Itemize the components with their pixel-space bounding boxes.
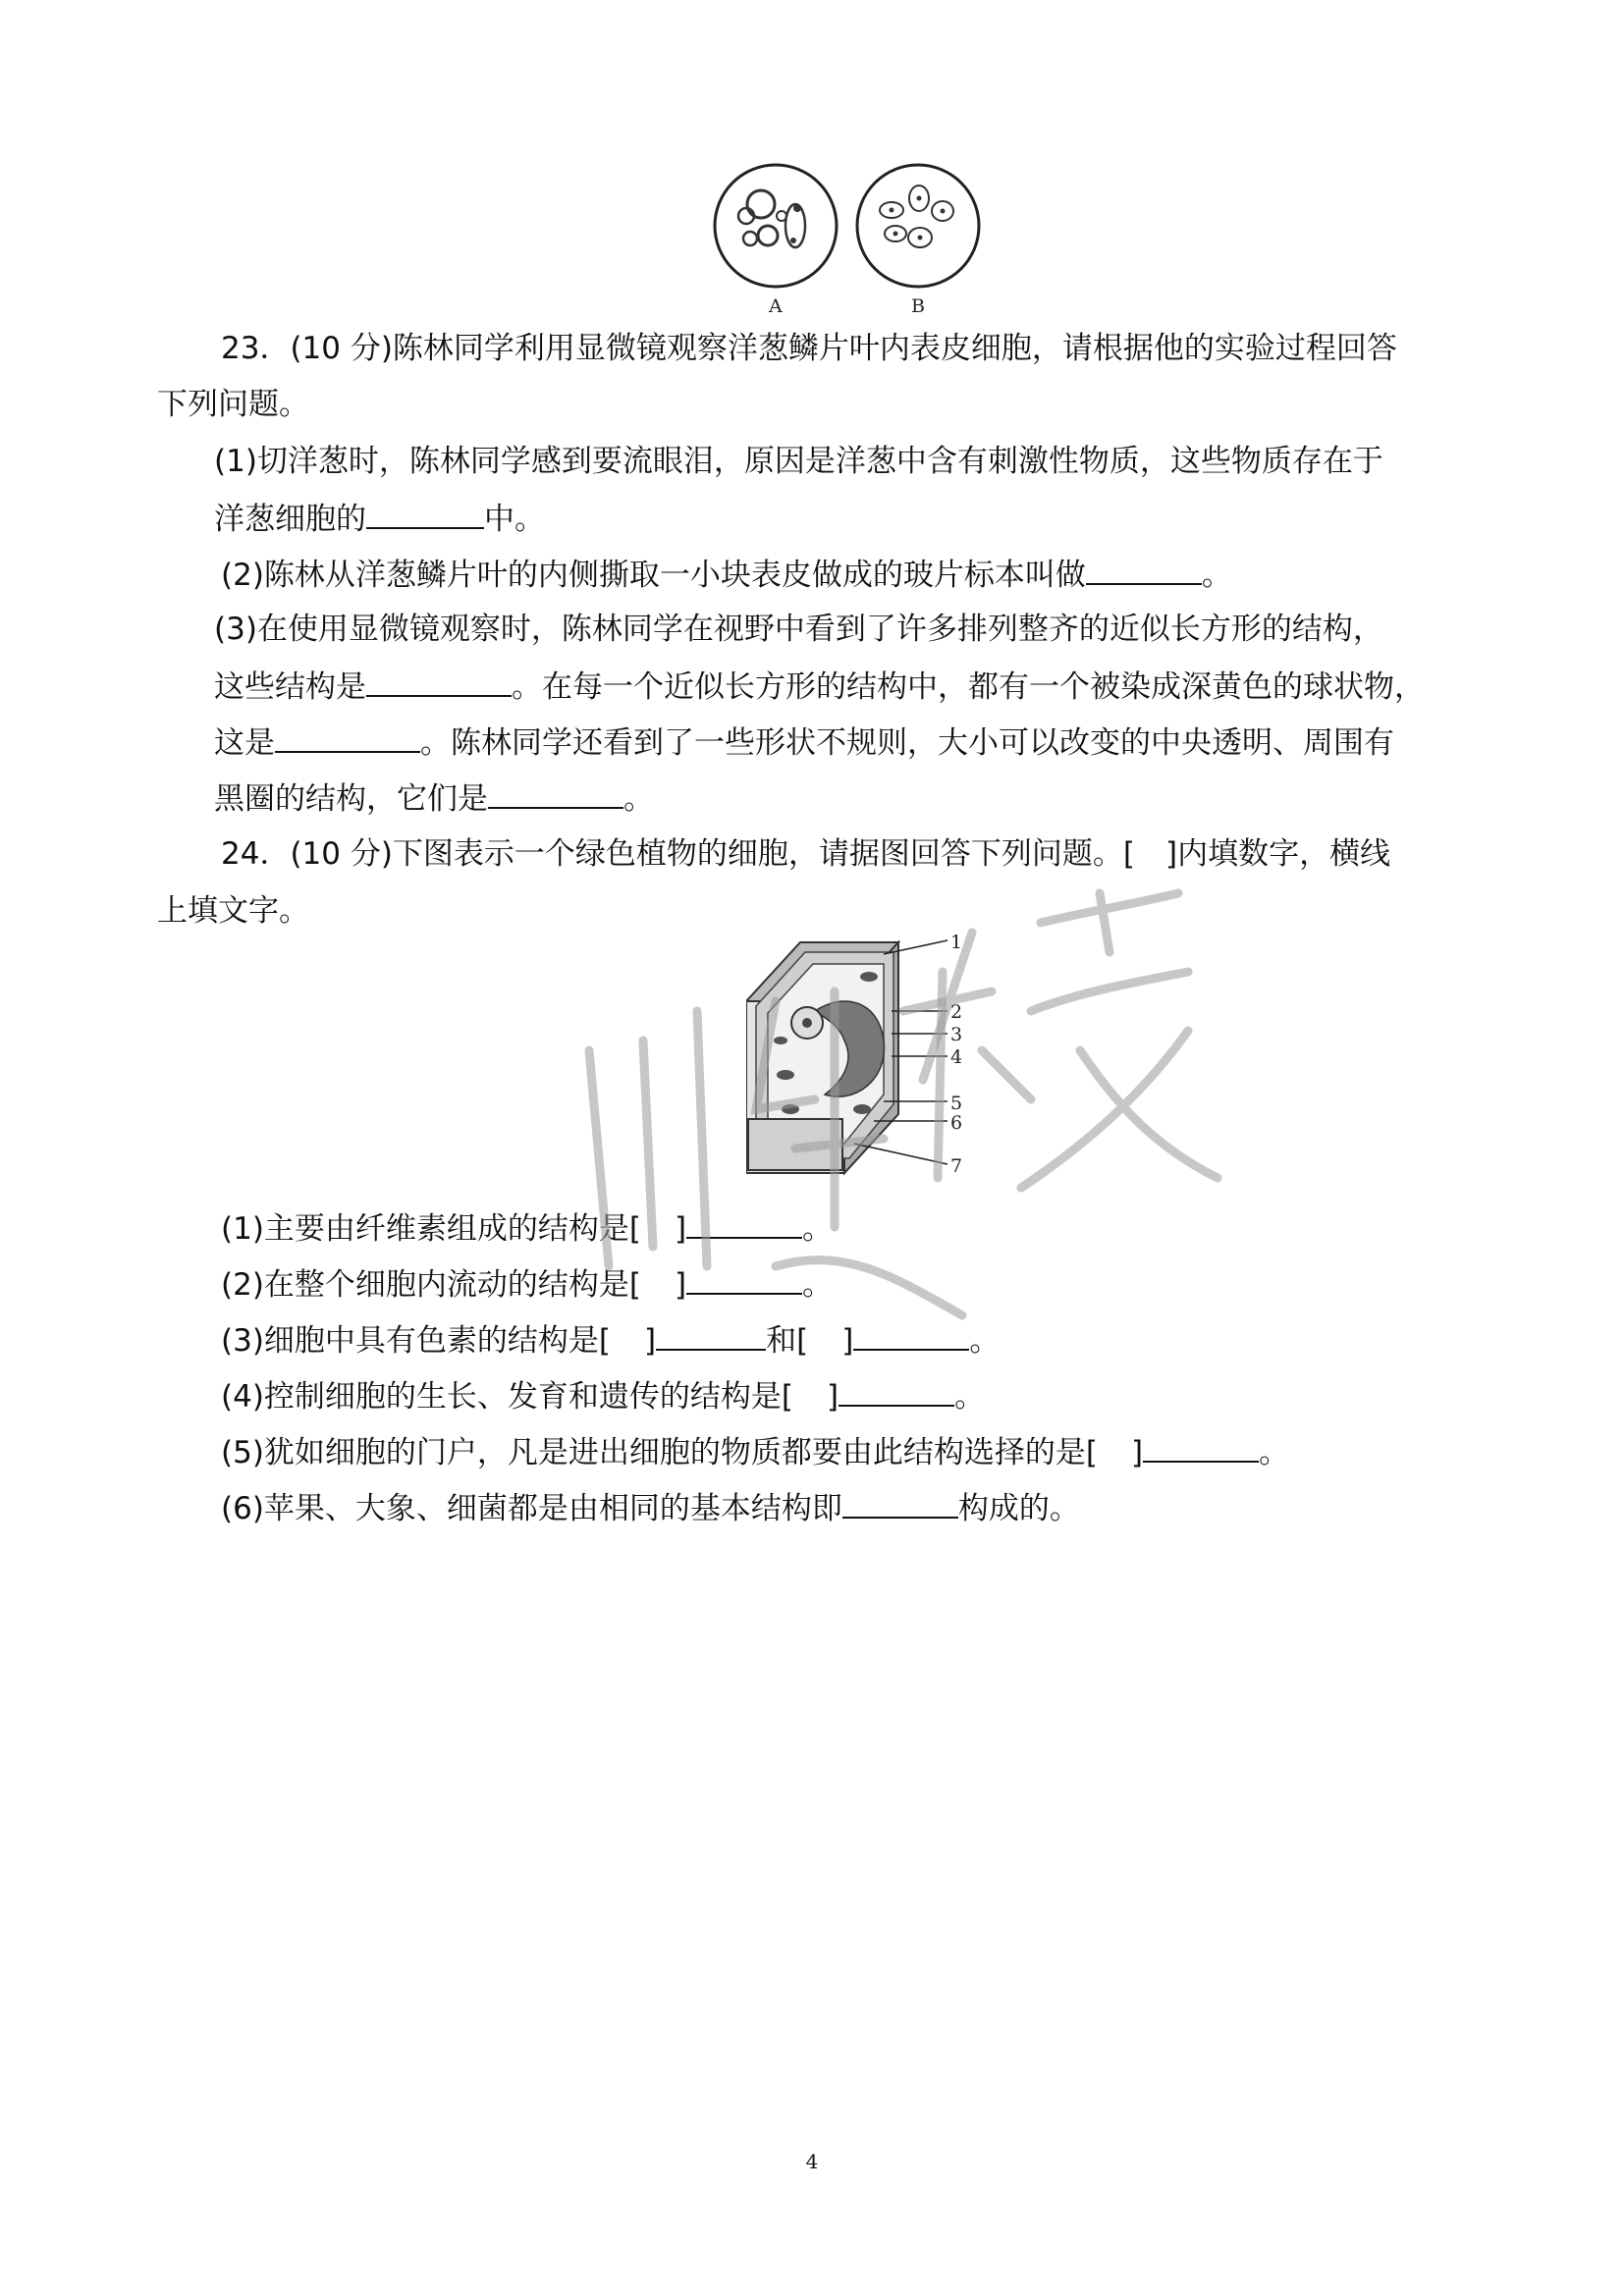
q23-part2-tail: 。	[1201, 558, 1232, 593]
q24-part5-text: (5)犹如细胞的门户，凡是进出细胞的物质都要由此结构选择的是[	[221, 1435, 1099, 1470]
q23-part3-blank-2[interactable]	[275, 721, 420, 753]
q24-part5-close: ]	[1131, 1435, 1144, 1470]
q23-part1-line1: (1)切洋葱时，陈林同学感到要流眼泪，原因是洋葱中含有刺激性物质，这些物质存在于	[214, 444, 1383, 479]
q23-header-line2: 下列问题。	[157, 387, 309, 422]
q23-part3-tail-d: 。	[623, 781, 654, 817]
q24-part5-blank[interactable]	[1143, 1431, 1259, 1463]
cell-label-5: 5	[950, 1093, 963, 1114]
q23-part1-text: 洋葱细胞的	[214, 502, 366, 537]
q24-part4-blank[interactable]	[839, 1375, 954, 1407]
q24-part3-blank-2[interactable]	[853, 1319, 969, 1351]
q23-part3-text-c: 这是	[214, 725, 275, 761]
q24-header-line1: 24．(10 分)下图表示一个绿色植物的细胞，请据图回答下列问题。[ ]内填数字，横线	[221, 836, 1391, 872]
q24-part2-text: (2)在整个细胞内流动的结构是[	[221, 1267, 642, 1303]
q24-part3-blank-1[interactable]	[656, 1319, 766, 1351]
q24-part1-blank[interactable]	[686, 1207, 802, 1239]
q23-part3-tail-b: 。在每一个近似长方形的结构中，都有一个被染成深黄色的球状物，	[512, 669, 1425, 705]
q23-part3-line1: (3)在使用显微镜观察时，陈林同学在视野中看到了许多排列整齐的近似长方形的结构，	[214, 612, 1383, 647]
q24-part3-tail: 。	[969, 1323, 1001, 1359]
field-a	[715, 165, 837, 287]
q24-part3-close-2: ]	[841, 1323, 854, 1359]
q24-part2-blank[interactable]	[686, 1263, 802, 1295]
q23-part3-line3	[214, 721, 1394, 763]
cell-label-1: 1	[950, 933, 963, 953]
cell-label-6: 6	[950, 1112, 963, 1134]
q24-part4-text: (4)控制细胞的生长、发育和遗传的结构是[	[221, 1379, 794, 1415]
cell-label-3: 3	[950, 1024, 963, 1045]
q24-part4-close: ]	[827, 1379, 839, 1415]
cell-label-2: 2	[950, 1001, 963, 1023]
q24-part1-line	[221, 1207, 833, 1249]
q24-part1-close: ]	[675, 1211, 687, 1247]
q24-part3-and: 和[	[766, 1323, 809, 1359]
microscope-fields-figure	[707, 157, 992, 324]
q23-part3-tail-c: 。陈林同学还看到了一些形状不规则，大小可以改变的中央透明、周围有	[420, 725, 1394, 761]
q23-part2-text: (2)陈林从洋葱鳞片叶的内侧撕取一小块表皮做成的玻片标本叫做	[221, 558, 1086, 593]
q24-part6-line	[221, 1487, 1080, 1528]
page-number: 4	[805, 2150, 819, 2173]
q24-part2-line	[221, 1263, 833, 1305]
q23-header-line1: 23．(10 分)陈林同学利用显微镜观察洋葱鳞片叶内表皮细胞，请根据他的实验过程回答	[221, 331, 1397, 366]
q23-part3-text-d: 黑圈的结构，它们是	[214, 781, 488, 817]
q24-part5-line	[221, 1431, 1289, 1472]
q24-header-line2: 上填文字。	[157, 893, 309, 929]
q24-part4-line	[221, 1375, 985, 1416]
field-b-label: B	[911, 295, 925, 317]
q23-part1-line2	[214, 498, 545, 539]
q23-part1-blank[interactable]	[366, 498, 484, 529]
field-a-label: A	[769, 295, 783, 317]
q24-part6-text: (6)苹果、大象、细菌都是由相同的基本结构即	[221, 1491, 842, 1526]
q24-part5-tail: 。	[1259, 1435, 1290, 1470]
q24-part2-tail: 。	[802, 1267, 834, 1303]
q23-part3-text-b: 这些结构是	[214, 669, 366, 705]
q23-part3-line4	[214, 777, 654, 819]
q24-part1-text: (1)主要由纤维素组成的结构是[	[221, 1211, 642, 1247]
q24-part4-tail: 。	[954, 1379, 986, 1415]
q24-part2-close: ]	[675, 1267, 687, 1303]
cell-label-4: 4	[950, 1046, 963, 1068]
q23-part3-blank-3[interactable]	[488, 777, 623, 809]
q23-part3-blank-1[interactable]	[366, 666, 512, 697]
q23-part1-tail: 中。	[484, 502, 545, 537]
q24-part6-blank[interactable]	[842, 1487, 958, 1519]
field-b	[857, 165, 979, 287]
plant-cell-diagram	[746, 933, 982, 1188]
q24-part1-tail: 。	[802, 1211, 834, 1247]
q24-part3-text: (3)细胞中具有色素的结构是[	[221, 1323, 612, 1359]
q23-part2-line	[221, 554, 1232, 595]
q24-part6-tail: 构成的。	[957, 1491, 1080, 1526]
q23-part3-line2	[214, 666, 1425, 707]
q24-part3-close-1: ]	[644, 1323, 657, 1359]
q24-part3-line	[221, 1319, 1000, 1361]
q23-part2-blank[interactable]	[1086, 554, 1202, 585]
cell-label-7: 7	[950, 1155, 963, 1177]
